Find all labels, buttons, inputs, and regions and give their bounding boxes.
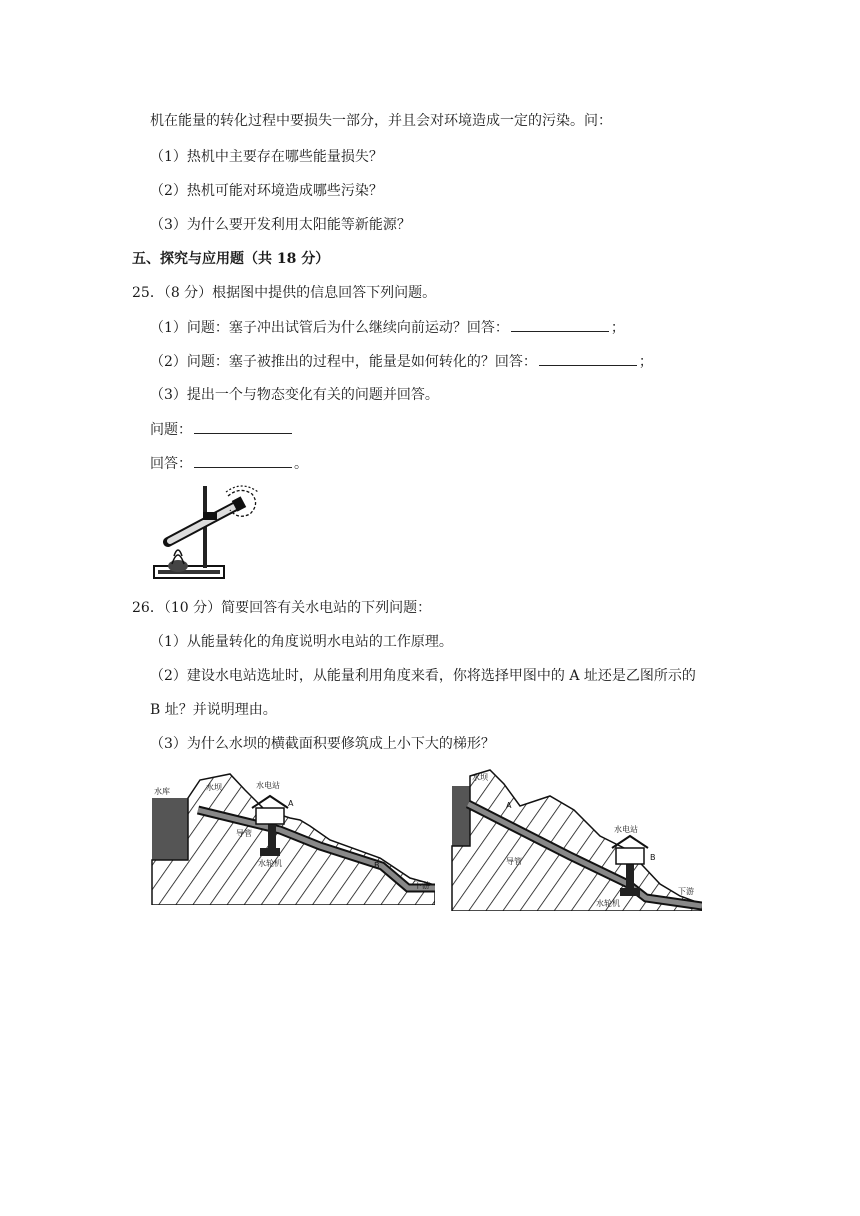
site-a-label: A — [288, 799, 294, 808]
q25-part-1-text: （1）问题：塞子冲出试管后为什么继续向前运动？回答： — [150, 320, 509, 336]
answer-label: 回答： — [150, 456, 192, 472]
q25-part-2 — [150, 351, 653, 372]
section-heading: 五、探究与应用题（共 18 分） — [132, 251, 330, 267]
question-1: （1）热机中主要存在哪些能量损失？ — [150, 149, 383, 165]
q26-stem: 26．（10 分）简要回答有关水电站的下列问题： — [132, 600, 432, 616]
q25-part-3: （3）提出一个与物态变化有关的问题并回答。 — [150, 387, 439, 403]
q25-stem: 25．（8 分）根据图中提供的信息回答下列问题。 — [132, 285, 437, 301]
downstream-label: 下游 — [678, 887, 694, 896]
site-b-label: B — [650, 853, 656, 862]
answer-blank[interactable] — [194, 419, 292, 434]
q25-question-line — [150, 419, 294, 440]
q25-answer-line — [150, 453, 308, 474]
question-3: （3）为什么要开发利用太阳能等新能源？ — [150, 217, 411, 233]
station-label: 水电站 — [256, 781, 280, 790]
turbine-label: 水轮机 — [258, 859, 282, 868]
downstream-label: 下游 — [414, 881, 430, 890]
hydro-station-diagram-left — [150, 770, 435, 905]
q25-part-2-text: （2）问题：塞子被推出的过程中，能量是如何转化的？回答： — [150, 354, 537, 370]
dam-label: 水坝 — [472, 773, 488, 782]
pipe-label: 导管 — [506, 857, 522, 866]
question-2: （2）热机可能对环境造成哪些污染？ — [150, 183, 383, 199]
q25-part-1 — [150, 317, 625, 338]
answer-blank[interactable] — [511, 317, 609, 332]
q26-part-1: （1）从能量转化的角度说明水电站的工作原理。 — [150, 634, 453, 650]
turbine-label: 水轮机 — [596, 899, 620, 908]
q25-part-2-end: ； — [638, 354, 653, 370]
question-label: 问题： — [150, 422, 192, 438]
reservoir-label: 水库 — [154, 787, 170, 796]
hydro-station-diagram-right — [450, 766, 702, 911]
test-tube-apparatus-figure — [148, 484, 264, 584]
answer-end: 。 — [294, 456, 308, 472]
site-b-label: B — [374, 861, 380, 870]
dam-label: 水坝 — [206, 783, 222, 792]
site-a-label: A — [506, 801, 512, 810]
q26-part-3: （3）为什么水坝的横截面积要修筑成上小下大的梯形？ — [150, 736, 495, 752]
q26-part-2a: （2）建设水电站选址时，从能量利用角度来看，你将选择甲图中的 A 址还是乙图所示的 — [150, 668, 696, 684]
intro-text: 机在能量的转化过程中要损失一部分，并且会对环境造成一定的污染。问： — [150, 113, 612, 129]
q26-part-2b: B 址？并说明理由。 — [150, 702, 277, 718]
answer-blank[interactable] — [194, 453, 292, 468]
answer-blank[interactable] — [539, 351, 637, 366]
pipe-label: 导管 — [236, 829, 252, 838]
station-label: 水电站 — [614, 825, 638, 834]
q25-part-1-end: ； — [610, 320, 625, 336]
